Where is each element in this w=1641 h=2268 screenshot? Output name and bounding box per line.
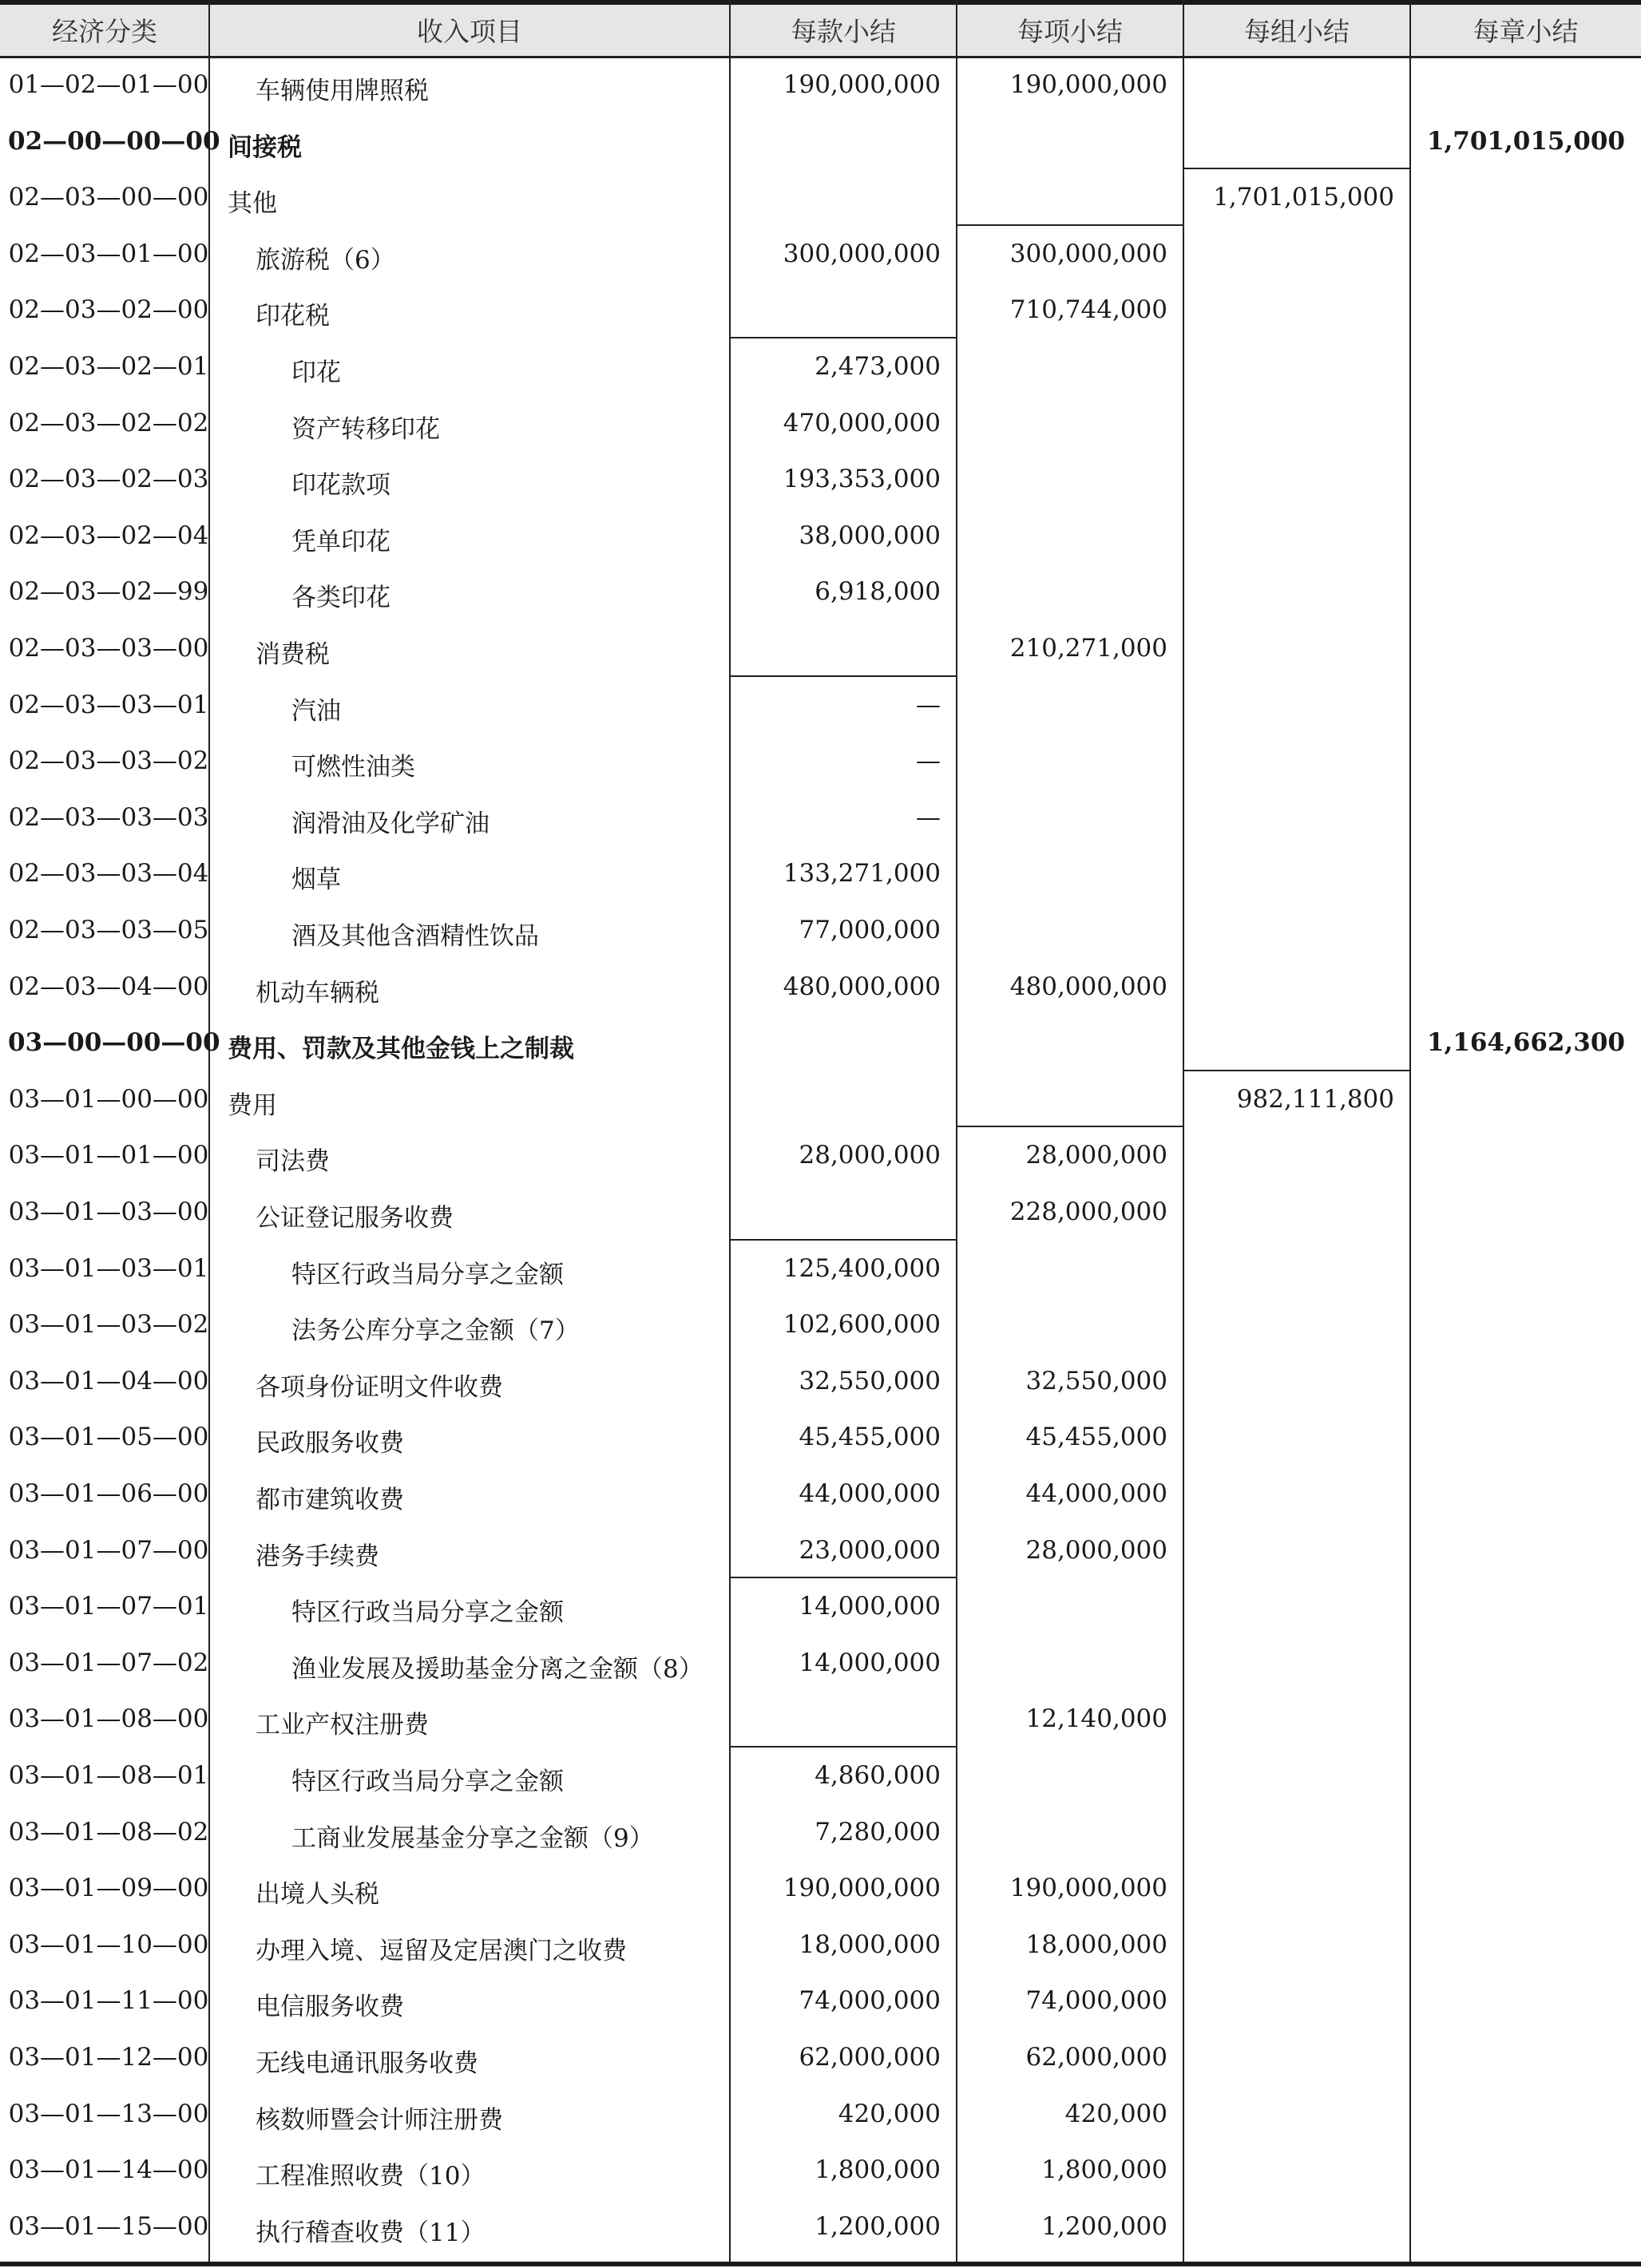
- row-kuan-amount: 1,800,000: [815, 2155, 941, 2185]
- row-zu-amount: 982,111,800: [1236, 1084, 1394, 1114]
- row-xiang-amount: 32,550,000: [1025, 1366, 1167, 1395]
- row-xiang-amount: 480,000,000: [1009, 972, 1167, 1001]
- row-code: 03—01—06—00: [8, 1479, 209, 1508]
- row-kuan-amount: 44,000,000: [799, 1479, 941, 1508]
- row-xiang-amount: 228,000,000: [1009, 1197, 1167, 1226]
- row-kuan-amount: 480,000,000: [783, 972, 941, 1001]
- row-kuan-amount: 133,271,000: [783, 859, 941, 889]
- header-economic-classification: 经济分类: [52, 16, 157, 47]
- row-code: 03—01—15—00: [8, 2211, 209, 2241]
- row-code: 03—01—08—02: [8, 1817, 209, 1846]
- row-kuan-amount: 38,000,000: [799, 520, 941, 550]
- row-code: 03—01—01—00: [8, 1141, 209, 1170]
- row-kuan-amount: 14,000,000: [799, 1648, 941, 1677]
- row-xiang-amount: 190,000,000: [1009, 1874, 1167, 1903]
- row-xiang-amount: 18,000,000: [1025, 1930, 1167, 1959]
- row-kuan-amount: —: [916, 746, 941, 776]
- row-xiang-amount: 300,000,000: [1009, 239, 1167, 268]
- row-kuan-amount: 62,000,000: [799, 2043, 941, 2072]
- header-kuan-subtotal: 每款小结: [791, 16, 896, 47]
- row-kuan-amount: —: [916, 690, 941, 719]
- table-top-rule: [0, 0, 1641, 5]
- row-xiang-amount: 190,000,000: [1009, 70, 1167, 99]
- row-code: 02—03—00—00: [8, 183, 209, 212]
- rule-line: [957, 224, 1183, 226]
- row-code: 03—01—07—00: [8, 1535, 209, 1565]
- header-zu-subtotal: 每组小结: [1244, 16, 1350, 47]
- row-item: 司法费: [256, 1147, 330, 1177]
- row-kuan-amount: 7,280,000: [815, 1817, 941, 1846]
- row-kuan-amount: 193,353,000: [783, 465, 941, 494]
- rule-line: [1183, 1070, 1410, 1071]
- row-kuan-amount: 4,860,000: [815, 1761, 941, 1790]
- row-kuan-amount: 23,000,000: [799, 1535, 941, 1565]
- row-item: 渔业发展及援助基金分离之金额（8）: [291, 1654, 704, 1684]
- row-xiang-amount: 210,271,000: [1009, 634, 1167, 663]
- row-code: 03—01—11—00: [8, 1986, 209, 2016]
- row-item: 港务手续费: [256, 1542, 379, 1571]
- row-item: 出境人头税: [256, 1880, 379, 1910]
- row-code: 03—01—08—00: [8, 1704, 209, 1734]
- row-code: 03—01—00—00: [8, 1084, 209, 1114]
- row-code: 03—01—07—02: [8, 1648, 209, 1677]
- row-item: 车辆使用牌照税: [256, 77, 429, 105]
- row-kuan-amount: 420,000: [838, 2099, 941, 2128]
- row-code: 02—03—02—04: [8, 520, 209, 550]
- row-code: 03—01—10—00: [8, 1930, 209, 1959]
- row-kuan-amount: 32,550,000: [799, 1366, 941, 1395]
- row-item: 汽油: [291, 696, 341, 726]
- table-bottom-rule: [0, 2262, 1641, 2266]
- row-kuan-amount: —: [916, 802, 941, 832]
- row-xiang-amount: 1,200,000: [1041, 2211, 1167, 2241]
- row-code: 03—01—03—01: [8, 1253, 209, 1283]
- header-xiang-subtotal: 每项小结: [1017, 16, 1123, 47]
- row-item: 费用、罚款及其他金钱上之制裁: [228, 1035, 574, 1064]
- row-zhang-amount: 1,164,662,300: [1426, 1028, 1625, 1058]
- row-xiang-amount: 1,800,000: [1041, 2155, 1167, 2185]
- row-xiang-amount: 62,000,000: [1025, 2043, 1167, 2072]
- row-code: 03—01—13—00: [8, 2099, 209, 2128]
- row-item: 凭单印花: [291, 527, 390, 556]
- row-item: 资产转移印花: [291, 414, 440, 444]
- column-line: [1183, 0, 1184, 2262]
- row-code: 03—01—03—02: [8, 1310, 209, 1340]
- row-item: 电信服务收费: [256, 1993, 404, 2022]
- row-kuan-amount: 74,000,000: [799, 1986, 941, 2016]
- row-code: 01—02—01—00: [8, 70, 209, 99]
- row-code: 02—03—03—01: [8, 690, 209, 719]
- header-revenue-item: 收入项目: [417, 16, 522, 47]
- row-item: 印花税: [256, 302, 330, 331]
- row-zu-amount: 1,701,015,000: [1213, 183, 1394, 212]
- row-kuan-amount: 77,000,000: [799, 916, 941, 944]
- rule-line: [730, 337, 957, 338]
- row-kuan-amount: 45,455,000: [799, 1423, 941, 1452]
- row-kuan-amount: 28,000,000: [799, 1141, 941, 1170]
- row-item: 都市建筑收费: [256, 1486, 404, 1514]
- row-item: 酒及其他含酒精性饮品: [291, 922, 539, 951]
- rule-line: [730, 1577, 957, 1578]
- row-code: 02—00—00—00: [8, 126, 220, 156]
- row-code: 02—03—02—02: [8, 408, 209, 437]
- row-code: 02—03—04—00: [8, 972, 209, 1001]
- row-item: 特区行政当局分享之金额: [291, 1767, 564, 1796]
- row-code: 03—01—03—00: [8, 1197, 209, 1226]
- row-item: 间接税: [228, 133, 302, 162]
- row-item: 可燃性油类: [291, 753, 415, 782]
- row-code: 03—01—08—01: [8, 1761, 209, 1790]
- row-item: 核数师暨会计师注册费: [256, 2105, 503, 2135]
- row-item: 办理入境、逗留及定居澳门之收费: [256, 1936, 627, 1965]
- row-code: 02—03—02—01: [8, 352, 209, 381]
- row-code: 03—01—07—01: [8, 1592, 209, 1621]
- column-line: [729, 0, 731, 2262]
- row-code: 02—03—03—00: [8, 634, 209, 663]
- column-line: [208, 0, 210, 2262]
- row-kuan-amount: 1,200,000: [815, 2211, 941, 2241]
- row-item: 工业产权注册费: [256, 1711, 429, 1740]
- row-xiang-amount: 44,000,000: [1025, 1479, 1167, 1508]
- row-kuan-amount: 125,400,000: [783, 1253, 941, 1283]
- row-item: 机动车辆税: [256, 978, 379, 1007]
- row-item: 工商业发展基金分享之金额（9）: [291, 1823, 654, 1853]
- row-xiang-amount: 710,744,000: [1009, 295, 1167, 325]
- row-kuan-amount: 470,000,000: [783, 408, 941, 437]
- row-kuan-amount: 18,000,000: [799, 1930, 941, 1959]
- row-xiang-amount: 420,000: [1064, 2099, 1167, 2128]
- row-xiang-amount: 74,000,000: [1025, 1986, 1167, 2016]
- row-item: 各项身份证明文件收费: [256, 1372, 503, 1402]
- rule-line: [0, 56, 1641, 58]
- row-item: 印花: [291, 358, 341, 387]
- row-kuan-amount: 300,000,000: [783, 239, 941, 268]
- row-code: 02—03—01—00: [8, 239, 209, 268]
- row-item: 印花款项: [291, 471, 390, 501]
- row-item: 消费税: [256, 640, 330, 669]
- row-code: 02—03—03—05: [8, 916, 209, 944]
- row-code: 03—01—12—00: [8, 2043, 209, 2072]
- rule-line: [957, 1126, 1183, 1127]
- rule-line: [1183, 168, 1410, 169]
- row-item: 其他: [228, 189, 277, 219]
- row-kuan-amount: 2,473,000: [815, 352, 941, 381]
- row-xiang-amount: 28,000,000: [1025, 1141, 1167, 1170]
- row-code: 02—03—02—03: [8, 465, 209, 494]
- row-kuan-amount: 190,000,000: [783, 70, 941, 99]
- row-item: 特区行政当局分享之金额: [291, 1260, 564, 1289]
- row-code: 02—03—02—99: [8, 577, 209, 607]
- row-item: 费用: [228, 1090, 277, 1120]
- row-item: 公证登记服务收费: [256, 1204, 454, 1233]
- row-code: 03—01—14—00: [8, 2155, 209, 2185]
- header-zhang-subtotal: 每章小结: [1473, 16, 1579, 47]
- row-xiang-amount: 12,140,000: [1025, 1704, 1167, 1734]
- row-code: 03—01—09—00: [8, 1874, 209, 1903]
- row-kuan-amount: 190,000,000: [783, 1874, 941, 1903]
- rule-line: [730, 1239, 957, 1241]
- row-item: 法务公库分享之金额（7）: [291, 1316, 580, 1346]
- row-item: 特区行政当局分享之金额: [291, 1598, 564, 1628]
- column-line: [956, 0, 957, 2262]
- row-code: 02—03—03—02: [8, 746, 209, 776]
- row-item: 各类印花: [291, 584, 390, 613]
- row-kuan-amount: 102,600,000: [783, 1310, 941, 1340]
- row-xiang-amount: 45,455,000: [1025, 1423, 1167, 1452]
- row-zhang-amount: 1,701,015,000: [1426, 126, 1625, 156]
- rule-line: [730, 675, 957, 677]
- row-kuan-amount: 14,000,000: [799, 1592, 941, 1621]
- column-line: [1409, 0, 1411, 2262]
- row-code: 02—03—02—00: [8, 295, 209, 325]
- row-code: 02—03—03—03: [8, 802, 209, 832]
- row-item: 旅游税（6）: [256, 245, 395, 275]
- row-code: 02—03—03—04: [8, 859, 209, 889]
- row-code: 03—00—00—00: [8, 1028, 220, 1058]
- row-xiang-amount: 28,000,000: [1025, 1535, 1167, 1565]
- row-code: 03—01—05—00: [8, 1423, 209, 1452]
- row-code: 03—01—04—00: [8, 1366, 209, 1395]
- row-item: 民政服务收费: [256, 1429, 404, 1459]
- row-item: 执行稽查收费（11）: [256, 2218, 486, 2247]
- row-item: 工程准照收费（10）: [256, 2162, 486, 2191]
- row-item: 无线电通讯服务收费: [256, 2049, 478, 2078]
- row-kuan-amount: 6,918,000: [815, 577, 941, 607]
- row-item: 润滑油及化学矿油: [291, 809, 490, 838]
- row-item: 烟草: [291, 865, 341, 895]
- rule-line: [730, 1746, 957, 1748]
